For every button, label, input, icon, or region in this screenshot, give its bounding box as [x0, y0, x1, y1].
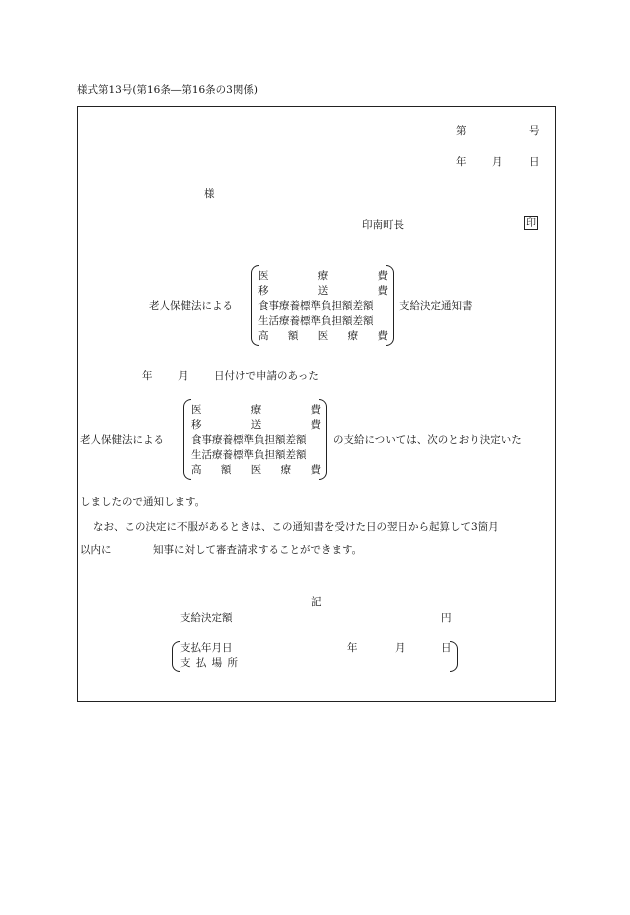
block2-item-kogaku: 高 額 医 療 費: [191, 464, 321, 476]
issuer: 印南町長: [362, 219, 404, 231]
date-month: 月: [492, 156, 503, 168]
apply-year: 年: [142, 370, 153, 382]
block2-left-brace: [183, 399, 191, 480]
amount-label: 支給決定額: [180, 612, 233, 624]
doc-number-go: 号: [529, 125, 540, 137]
body-line-1: しましたので通知します。: [80, 496, 206, 508]
body-line-3a: 以内に: [80, 544, 112, 556]
apply-text: 日付けで申請のあった: [214, 370, 319, 382]
block1-lead: 老人保健法による: [149, 300, 233, 312]
amount-unit: 円: [441, 612, 452, 624]
recipient-suffix: 様: [204, 188, 215, 200]
payment-day: 日: [441, 642, 452, 654]
block1-item-iryohi: 医 療 費: [258, 270, 388, 282]
block1-item-shokuji: 食事療養標準負担額差額: [258, 300, 374, 312]
block1-items: [258, 268, 388, 343]
form-header: 様式第13号(第16条―第16条の3関係): [77, 84, 258, 96]
date-year: 年: [456, 156, 467, 168]
ki-heading: 記: [311, 596, 322, 608]
doc-number-dai: 第: [456, 125, 467, 137]
block2-item-seikatsu: 生活療養標準負担額差額: [191, 449, 307, 461]
block2-item-shokuji: 食事療養標準負担額差額: [191, 434, 307, 446]
body-line-3b: 知事に対して審査請求することができます。: [153, 544, 363, 556]
payment-month: 月: [395, 642, 406, 654]
block1-item-seikatsu: 生活療養標準負担額差額: [258, 315, 374, 327]
block1-item-kogaku: 高 額 医 療 費: [258, 330, 388, 342]
payment-left-brace: [172, 641, 180, 672]
block2-suffix: の支給については、次のとおり決定いた: [333, 434, 522, 446]
block2-items: [191, 402, 321, 477]
payment-date-label: 支払年月日: [180, 642, 233, 654]
payment-place-label: 支 払 場 所: [180, 657, 238, 669]
body-line-2: なお、この決定に不服があるときは、この通知書を受けた日の翌日から起算して3箇月: [93, 521, 499, 533]
block2-item-isohi: 移 送 費: [191, 419, 321, 431]
block1-item-isohi: 移 送 費: [258, 285, 388, 297]
block2-item-iryohi: 医 療 費: [191, 404, 321, 416]
block1-suffix: 支給決定通知書: [399, 300, 473, 312]
payment-year: 年: [347, 642, 358, 654]
apply-month: 月: [178, 370, 189, 382]
block2-lead: 老人保健法による: [80, 434, 164, 446]
seal-stamp: 印: [526, 218, 536, 229]
date-day: 日: [529, 156, 540, 168]
